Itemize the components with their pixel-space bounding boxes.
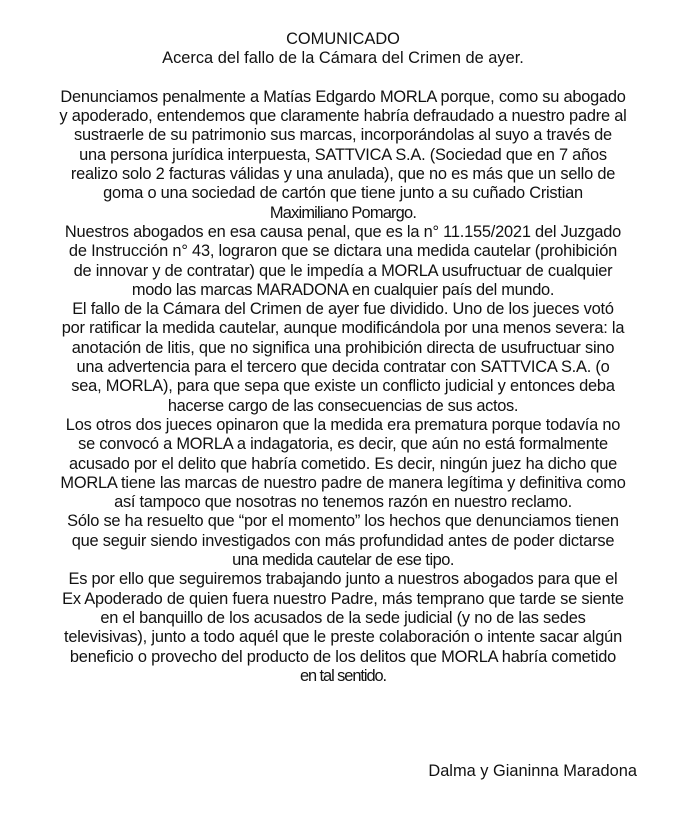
document-title: COMUNICADO xyxy=(286,30,400,48)
paragraph-denuncia xyxy=(0,88,686,223)
text-line: y apoderado, entendemos que claramente habría defraudado a nuestro padre al xyxy=(59,107,627,126)
blank-line xyxy=(0,69,686,88)
paragraph-abogados xyxy=(0,223,686,300)
text-line: en tal sentido. xyxy=(299,666,387,685)
signature: Dalma y Gianinna Maradona xyxy=(428,762,637,780)
text-line: MORLA tiene las marcas de nuestro padre de manera legítima y definitiva como xyxy=(60,473,626,492)
text-line: goma o una sociedad de cartón que tiene junto a su cuñado Cristian xyxy=(103,184,583,203)
text-line: Maximiliano Pomargo. xyxy=(269,203,417,222)
paragraph-jueces xyxy=(0,416,686,512)
text-line: Denunciamos penalmente a Matías Edgardo MORLA porque, como su abogado xyxy=(60,87,626,106)
text-line: Sólo se ha resuelto que “por el momento” los hechos que denunciamos tienen xyxy=(67,512,619,531)
text-line: en el banquillo de los acusados de la sede judicial (y no de las sedes xyxy=(100,608,586,627)
text-line: televisivas), junto a todo aquél que le preste colaboración o intente sacar algún xyxy=(63,628,623,647)
text-line: Ex Apoderado de quien fuera nuestro Padre, más temprano que tarde se siente xyxy=(62,589,624,608)
text-line: hacerse cargo de las consecuencias de sus actos. xyxy=(167,396,519,415)
text-line: sea, MORLA), para que sepa que existe un conflicto judicial y entonces deba xyxy=(71,377,615,396)
text-line: beneficio o provecho del producto de los delitos que MORLA habría cometido xyxy=(69,647,617,666)
text-line: realizo solo 2 facturas válidas y una anulada), que no es más que un sello de xyxy=(70,165,616,184)
paragraph-resuelto xyxy=(0,512,686,570)
text-line: una advertencia para el tercero que decida contratar con SATTVICA S.A. (o xyxy=(76,358,610,377)
press-release xyxy=(0,30,686,686)
text-line: modo las marcas MARADONA en cualquier país del mundo. xyxy=(131,280,555,299)
text-line: por ratificar la medida cautelar, aunque modificándola por una menos severa: la xyxy=(61,319,625,338)
text-line: de Instrucción n° 43, lograron que se dictara una medida cautelar (prohibición xyxy=(68,242,618,261)
paragraph-fallo xyxy=(0,300,686,416)
text-line: anotación de litis, que no significa una prohibición directa de usufructuar sino xyxy=(71,338,615,357)
text-line: se convocó a MORLA a indagatoria, es decir, que aún no está formalmente xyxy=(78,435,608,454)
document-subtitle: Acerca del fallo de la Cámara del Crimen de ayer. xyxy=(162,49,524,68)
paragraph-conclusion xyxy=(0,570,686,686)
text-line: una medida cautelar de ese tipo. xyxy=(232,551,454,570)
text-line: sustraerle de su patrimonio sus marcas, incorporándolas al suyo a través de xyxy=(74,126,612,145)
text-line: una persona jurídica interpuesta, SATTVICA S.A. (Sociedad que en 7 años xyxy=(79,145,607,164)
text-line: acusado por el delito que habría cometido. Es decir, ningún juez ha dicho que xyxy=(68,454,618,473)
text-line: de innovar y de contratar) que le impedía a MORLA usufructuar de cualquier xyxy=(73,261,613,280)
text-line: así tampoco que nosotras no tenemos razón en nuestro reclamo. xyxy=(114,493,572,512)
text-line: El fallo de la Cámara del Crimen de ayer fue dividido. Uno de los jueces votó xyxy=(72,300,614,319)
text-line: Nuestros abogados en esa causa penal, que es la n° 11.155/2021 del Juzgado xyxy=(64,222,622,241)
text-line: que seguir siendo investigados con más profundidad antes de poder dictarse xyxy=(71,531,615,550)
text-line: Los otros dos jueces opinaron que la medida era prematura porque todavía no xyxy=(65,415,621,434)
text-line: Es por ello que seguiremos trabajando junto a nuestros abogados para que el xyxy=(68,570,618,589)
